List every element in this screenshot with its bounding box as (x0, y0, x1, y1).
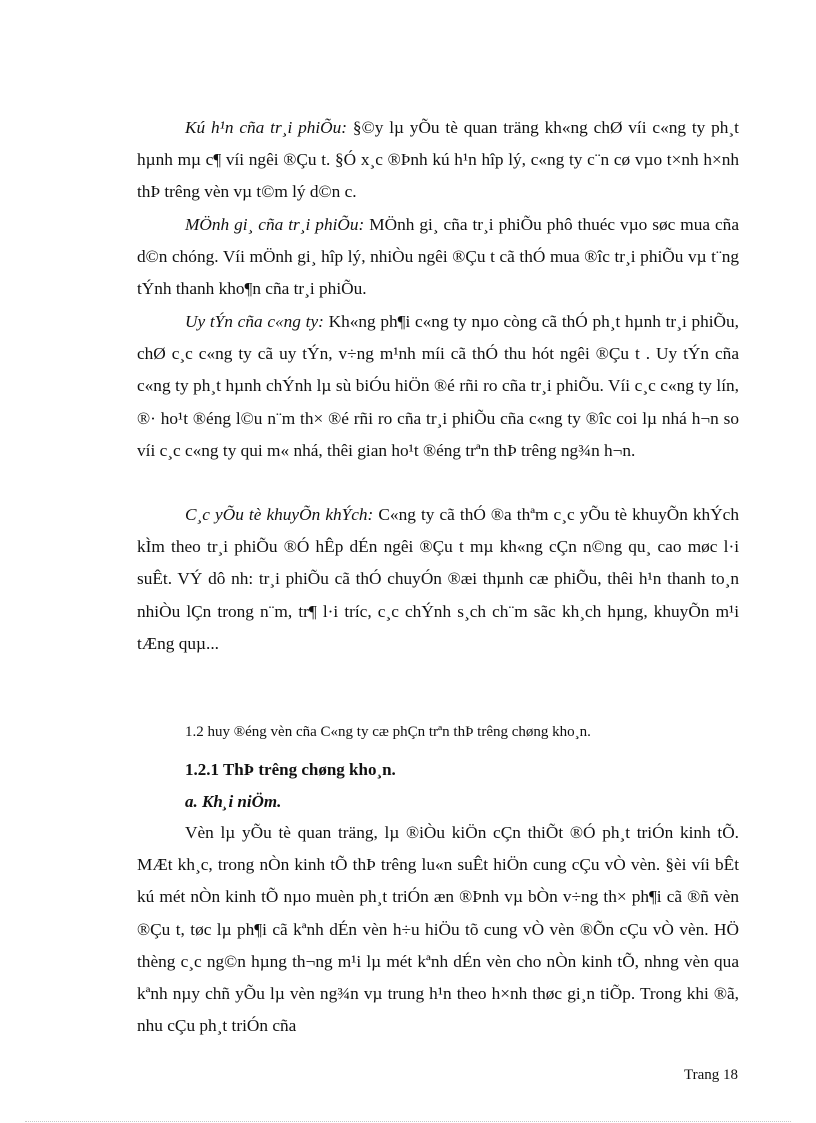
paragraph-lead: MÖnh gi¸ cña tr¸i phiÕu: (185, 215, 365, 234)
paragraph-text: Kh«ng ph¶i c«ng ty nµo còng cã thÓ ph¸t hµnh tr¸i phiÕu, chØ c¸c c«ng ty cã uy tÝn, v÷ng m¹nh míi cã thÓ thu hót ngêi ®Çu t . Uy tÝn cña c«ng ty ph¸t hµnh chÝnh lµ sù biÓu hiÖn ®é rñi ro cña tr¸i phiÕu. Víi c¸c c«ng ty lín, ®· ho¹t ®éng l©u n¨m th× ®é rñi ro cña tr¸i phiÕu cña c«ng ty ®îc coi lµ nhá h¬n so víi c¸c c«ng ty qui m« nhá, thêi gian ho¹t ®éng trªn thÞ trêng ng¾n h¬n. (137, 312, 739, 460)
paragraph-lead: Uy tÝn cña c«ng ty: (185, 312, 324, 331)
paragraph-maturity (137, 112, 739, 209)
page-number: Trang 18 (683, 1067, 738, 1083)
sub-heading-a: a. Kh¸i niÖm. (185, 792, 282, 811)
paragraph-text: MÖnh gi¸ cña tr¸i phiÕu phô thuéc vµo søc mua cña d©n chóng. Víi mÖnh gi¸ hîp lý, nhiÒu ngêi ®Çu t cã thÓ mua ®îc tr¸i phiÕu vµ t¨ng tÝnh thanh kho¶n cña tr¸i phiÕu. (137, 215, 739, 299)
paragraph-lead: Kú h¹n cña tr¸i phiÕu: (185, 118, 348, 137)
paragraph-lead: C¸c yÕu tè khuyÕn khÝch: (185, 505, 374, 524)
paragraph-incentives (137, 499, 739, 660)
paragraph-text: C«ng ty cã thÓ ®a thªm c¸c yÕu tè khuyÕn khÝch kÌm theo tr¸i phiÕu ®Ó hÊp dÉn ngêi ®Çu t mµ kh«ng cÇn n©ng qu¸ cao møc l·i suÊt. VÝ dô nh: tr¸i phiÕu cã thÓ chuyÓn ®æi thµnh cæ phiÕu, thêi h¹n thanh to¸n nhiÒu lÇn trong n¨m, tr¶ l·i tríc, c¸c chÝnh s¸ch ch¨m sãc kh¸ch hµng, khuyÕn m¹i tÆng quµ... (137, 505, 739, 653)
bottom-divider (25, 1121, 791, 1122)
paragraph-text: §©y lµ yÕu tè quan träng kh«ng chØ víi c«ng ty ph¸t hµnh mµ c¶ víi ngêi ®Çu t. §Ó x¸c ®Þnh kú h¹n hîp lý, c«ng ty c¨n cø vµo t×nh h×nh thÞ trêng vèn vµ t©m lý d©n c. (137, 118, 739, 202)
body-paragraph: Vèn lµ yÕu tè quan träng, lµ ®iÒu kiÖn cÇn thiÕt ®Ó ph¸t triÓn kinh tÕ. MÆt kh¸c, trong nÒn kinh tÕ thÞ trêng lu«n suÊt hiÖn cung cÇu vÒ vèn. §èi víi bÊt kú mét nÒn kinh tÕ nµo muèn ph¸t triÓn æn ®Þnh vµ bÒn v÷ng th× ph¶i cã ®ñ vèn ®Çu t, tøc lµ ph¶i cã kªnh dÉn vèn h÷u hiÖu tõ cung vÒ vèn ®Õn cÇu vÒ vèn. HÖ thèng c¸c ng©n hµng th¬ng m¹i lµ mét kªnh dÉn vèn cho nÒn kinh tÕ, nhng vèn qua kªnh nµy chñ yÕu lµ vèn ng¾n vµ trung h¹n theo h×nh thøc gi¸n tiÕp. Trong khi ®ã, nhu cÇu ph¸t triÓn cña (137, 823, 739, 1036)
subsection-heading: 1.2.1 ThÞ trêng chøng kho¸n. (185, 760, 396, 779)
paragraph-reputation (137, 306, 739, 467)
section-heading: 1.2 huy ®éng vèn cña C«ng ty cæ phÇn trªn thÞ trêng chøng kho¸n. (185, 724, 591, 740)
paragraph-face-value (137, 209, 739, 306)
